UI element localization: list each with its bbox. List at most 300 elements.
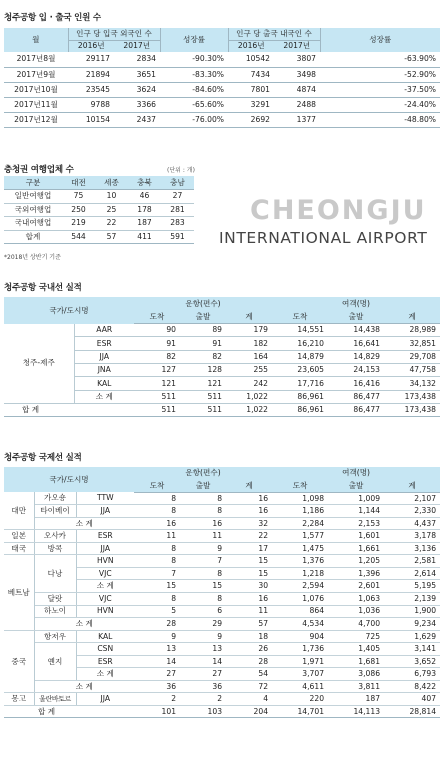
value-cell: 511 [180, 403, 226, 416]
value-cell: 89 [180, 324, 226, 337]
table2-title: 충청권 여행업체 수 [4, 165, 74, 175]
value-cell: 15 [180, 580, 226, 593]
subtotal-label: 소 계 [76, 580, 134, 593]
value-cell: 16 [134, 517, 180, 530]
value-cell: 1,900 [384, 605, 440, 618]
airline-code: HVN [76, 555, 134, 568]
table1-title: 청주공항 입 · 출국 인원 수 [4, 13, 101, 23]
value-cell: 121 [134, 377, 180, 390]
logo-cheongju: CHEONGJU [250, 195, 427, 226]
subtotal-label: 소 계 [76, 668, 134, 681]
value-cell: 11 [226, 605, 272, 618]
value-cell: 82 [134, 350, 180, 363]
grand-total-row [4, 705, 440, 718]
value-cell: 14 [180, 655, 226, 668]
value-cell: 4874 [274, 82, 320, 97]
value-cell: 1,736 [272, 643, 328, 656]
header-departure: 출발 [328, 310, 384, 323]
category-cell: 국내여행업 [4, 217, 62, 231]
total-label: 합 계 [4, 403, 134, 416]
value-cell: 407 [384, 693, 440, 706]
table-row [4, 555, 440, 568]
city-hanoi: 하노이 [34, 605, 76, 618]
value-cell: 3,136 [384, 542, 440, 555]
header-chungbuk: 충북 [128, 176, 161, 190]
header-passengers: 여객(명) [272, 297, 440, 310]
value-cell: 90 [134, 324, 180, 337]
value-cell: 36 [180, 680, 226, 693]
value-cell: 2437 [114, 112, 160, 127]
value-cell: 8 [134, 592, 180, 605]
airline-code: ESR [74, 337, 134, 350]
airline-code: VJC [76, 592, 134, 605]
value-cell: 22 [95, 217, 128, 231]
value-cell: 28 [226, 655, 272, 668]
value-cell: 57 [95, 230, 128, 244]
header-outbound-nationals: 인구 당 출국 내국인 수 [228, 28, 320, 40]
header-flights: 운항(편수) [134, 297, 272, 310]
value-cell: 3366 [114, 97, 160, 112]
value-cell: 7 [180, 555, 226, 568]
header-total: 계 [384, 310, 440, 323]
value-cell: 32 [226, 517, 272, 530]
growth-cell: -63.90% [320, 52, 440, 67]
month-cell: 2017년8월 [4, 52, 68, 67]
value-cell: 904 [272, 630, 328, 643]
value-cell: 24,153 [328, 363, 384, 376]
value-cell: 75 [62, 190, 95, 204]
value-cell: 27 [180, 668, 226, 681]
value-cell: 511 [134, 390, 180, 403]
country-vietnam: 베트남 [4, 555, 34, 630]
city-danang: 다낭 [34, 555, 76, 593]
value-cell: 2,153 [328, 517, 384, 530]
value-cell: 28,814 [384, 705, 440, 718]
value-cell: 23545 [68, 82, 114, 97]
value-cell: 1,218 [272, 567, 328, 580]
value-cell: 2,107 [384, 492, 440, 505]
table-row [4, 592, 440, 605]
growth-cell: -24.40% [320, 97, 440, 112]
value-cell: 10 [95, 190, 128, 204]
value-cell: 14,879 [272, 350, 328, 363]
month-cell: 2017년9월 [4, 67, 68, 82]
value-cell: 9 [134, 630, 180, 643]
value-cell: 14,551 [272, 324, 328, 337]
growth-cell: -90.30% [160, 52, 228, 67]
header-daejeon: 대전 [62, 176, 95, 190]
value-cell: 14,829 [328, 350, 384, 363]
value-cell: 29117 [68, 52, 114, 67]
subtotal-label: 소 계 [34, 618, 134, 631]
value-cell: 86,961 [272, 390, 328, 403]
value-cell: 3,141 [384, 643, 440, 656]
table-row [4, 82, 440, 97]
value-cell: 4,700 [328, 618, 384, 631]
airline-code: HVN [76, 605, 134, 618]
value-cell: 178 [128, 203, 161, 217]
value-cell: 1,475 [272, 542, 328, 555]
value-cell: 219 [62, 217, 95, 231]
value-cell: 187 [128, 217, 161, 231]
growth-cell: -52.90% [320, 67, 440, 82]
airline-code: CSN [76, 643, 134, 656]
value-cell: 16 [180, 517, 226, 530]
total-label: 합 계 [4, 705, 134, 718]
header-growth-2: 성장률 [320, 28, 440, 52]
value-cell: 16,641 [328, 337, 384, 350]
airline-code: JJA [74, 350, 134, 363]
table-row [4, 505, 440, 518]
value-cell: 182 [226, 337, 272, 350]
airline-code: ESR [76, 530, 134, 543]
airline-code: JJA [76, 505, 134, 518]
header-inbound-foreigners: 인구 당 입국 외국인 수 [68, 28, 160, 40]
value-cell: 1,396 [328, 567, 384, 580]
value-cell: 16,416 [328, 377, 384, 390]
value-cell: 13 [180, 643, 226, 656]
header-2016: 2016년 [68, 40, 114, 52]
value-cell: 121 [180, 377, 226, 390]
airline-code: JJA [76, 542, 134, 555]
header-passengers: 여객(명) [272, 467, 440, 480]
value-cell: 25 [95, 203, 128, 217]
value-cell: 1,036 [328, 605, 384, 618]
table4-title: 청주공항 국제선 실적 [4, 453, 82, 463]
travel-agency-table [4, 176, 194, 244]
value-cell: 11 [134, 530, 180, 543]
country-china: 중국 [4, 630, 34, 693]
value-cell: 411 [128, 230, 161, 244]
table-row [4, 112, 440, 127]
route-cell: 청주-제주 [4, 324, 74, 404]
value-cell: 3,811 [328, 680, 384, 693]
table-row [4, 643, 440, 656]
value-cell: 511 [180, 390, 226, 403]
airline-code: JJA [76, 693, 134, 706]
value-cell: 8 [180, 567, 226, 580]
value-cell: 13 [134, 643, 180, 656]
header-departure: 출발 [180, 480, 226, 493]
value-cell: 22 [226, 530, 272, 543]
value-cell: 15 [134, 580, 180, 593]
value-cell: 242 [226, 377, 272, 390]
value-cell: 2 [134, 693, 180, 706]
subtotal-label: 소 계 [74, 390, 134, 403]
value-cell: 3807 [274, 52, 320, 67]
value-cell: 91 [134, 337, 180, 350]
header-arrival: 도착 [272, 480, 328, 493]
value-cell: 2,139 [384, 592, 440, 605]
value-cell: 591 [161, 230, 194, 244]
value-cell: 8,422 [384, 680, 440, 693]
value-cell: 32,851 [384, 337, 440, 350]
value-cell: 82 [180, 350, 226, 363]
value-cell: 1,063 [328, 592, 384, 605]
table-row [4, 324, 440, 337]
value-cell: 15 [226, 555, 272, 568]
city-osaka: 오사카 [34, 530, 76, 543]
value-cell: 16 [226, 592, 272, 605]
value-cell: 29,708 [384, 350, 440, 363]
header-flights: 운항(편수) [134, 467, 272, 480]
value-cell: 86,477 [328, 390, 384, 403]
value-cell: 725 [328, 630, 384, 643]
value-cell: 1,186 [272, 505, 328, 518]
header-country-city: 국가/도시명 [4, 297, 134, 324]
value-cell: 4,437 [384, 517, 440, 530]
header-category: 구분 [4, 176, 62, 190]
value-cell: 91 [180, 337, 226, 350]
value-cell: 34,132 [384, 377, 440, 390]
value-cell: 46 [128, 190, 161, 204]
value-cell: 4,611 [272, 680, 328, 693]
table-row [4, 203, 194, 217]
value-cell: 14,701 [272, 705, 328, 718]
country-mongolia: 몽고 [4, 693, 34, 706]
domestic-flights-table [4, 297, 440, 417]
value-cell: 14,113 [328, 705, 384, 718]
header-total: 계 [384, 480, 440, 493]
value-cell: 2488 [274, 97, 320, 112]
value-cell: 9 [180, 630, 226, 643]
value-cell: 16 [226, 492, 272, 505]
value-cell: 28 [134, 618, 180, 631]
country-taiwan: 대만 [4, 492, 34, 530]
value-cell: 2 [180, 693, 226, 706]
value-cell: 1,577 [272, 530, 328, 543]
value-cell: 10542 [228, 52, 274, 67]
category-cell: 합계 [4, 230, 62, 244]
value-cell: 544 [62, 230, 95, 244]
value-cell: 2,601 [328, 580, 384, 593]
value-cell: 3291 [228, 97, 274, 112]
value-cell: 9 [180, 542, 226, 555]
value-cell: 1,405 [328, 643, 384, 656]
airline-code: KAL [74, 377, 134, 390]
value-cell: 3,178 [384, 530, 440, 543]
value-cell: 17,716 [272, 377, 328, 390]
header-growth-1: 성장률 [160, 28, 228, 52]
value-cell: 8 [180, 492, 226, 505]
value-cell: 3651 [114, 67, 160, 82]
value-cell: 9788 [68, 97, 114, 112]
value-cell: 26 [226, 643, 272, 656]
value-cell: 101 [134, 705, 180, 718]
value-cell: 1,376 [272, 555, 328, 568]
value-cell: 18 [226, 630, 272, 643]
value-cell: 2,581 [384, 555, 440, 568]
footnote: *2018년 상반기 기준 [4, 254, 61, 261]
city-dalat: 달랏 [34, 592, 76, 605]
airline-code: AAR [74, 324, 134, 337]
growth-cell: -76.00% [160, 112, 228, 127]
value-cell: 1,629 [384, 630, 440, 643]
city-ulaanbaatar: 울란바토르 [34, 693, 76, 706]
table-row [4, 97, 440, 112]
table-row [4, 67, 440, 82]
country-japan: 일본 [4, 530, 34, 543]
value-cell: 864 [272, 605, 328, 618]
month-cell: 2017년10월 [4, 82, 68, 97]
value-cell: 7 [134, 567, 180, 580]
unit-note: (단위 : 개) [167, 167, 195, 174]
value-cell: 164 [226, 350, 272, 363]
header-2017: 2017년 [114, 40, 160, 52]
value-cell: 1,022 [226, 403, 272, 416]
value-cell: 128 [180, 363, 226, 376]
header-arrival: 도착 [134, 480, 180, 493]
value-cell: 47,758 [384, 363, 440, 376]
table-row [4, 693, 440, 706]
growth-cell: -37.50% [320, 82, 440, 97]
city-kaohsiung: 가오숑 [34, 492, 76, 505]
value-cell: 3,707 [272, 668, 328, 681]
growth-cell: -65.60% [160, 97, 228, 112]
value-cell: 4,534 [272, 618, 328, 631]
value-cell: 2834 [114, 52, 160, 67]
header-departure: 출발 [328, 480, 384, 493]
subtotal-row [4, 517, 440, 530]
growth-cell: -83.30% [160, 67, 228, 82]
month-cell: 2017년11월 [4, 97, 68, 112]
subtotal-row [4, 618, 440, 631]
grand-total-row [4, 403, 440, 416]
value-cell: 103 [180, 705, 226, 718]
value-cell: 15 [226, 567, 272, 580]
value-cell: 1,076 [272, 592, 328, 605]
subtotal-row [4, 680, 440, 693]
city-bangkok: 방콕 [34, 542, 76, 555]
value-cell: 5 [134, 605, 180, 618]
growth-cell: -48.80% [320, 112, 440, 127]
value-cell: 4 [226, 693, 272, 706]
header-chungnam: 충남 [161, 176, 194, 190]
month-cell: 2017년12월 [4, 112, 68, 127]
value-cell: 23,605 [272, 363, 328, 376]
value-cell: 1,098 [272, 492, 328, 505]
value-cell: 255 [226, 363, 272, 376]
value-cell: 220 [272, 693, 328, 706]
header-arrival: 도착 [272, 310, 328, 323]
value-cell: 173,438 [384, 403, 440, 416]
value-cell: 72 [226, 680, 272, 693]
header-arrival: 도착 [134, 310, 180, 323]
value-cell: 283 [161, 217, 194, 231]
value-cell: 27 [161, 190, 194, 204]
value-cell: 16,210 [272, 337, 328, 350]
value-cell: 127 [134, 363, 180, 376]
value-cell: 1,601 [328, 530, 384, 543]
header-total: 계 [226, 310, 272, 323]
category-cell: 국외여행업 [4, 203, 62, 217]
value-cell: 1377 [274, 112, 320, 127]
value-cell: 187 [328, 693, 384, 706]
value-cell: 57 [226, 618, 272, 631]
value-cell: 3624 [114, 82, 160, 97]
value-cell: 2692 [228, 112, 274, 127]
city-taipei: 타이베이 [34, 505, 76, 518]
table-row [4, 190, 194, 204]
value-cell: 14,438 [328, 324, 384, 337]
header-month: 월 [4, 28, 68, 52]
table-row [4, 630, 440, 643]
value-cell: 17 [226, 542, 272, 555]
value-cell: 30 [226, 580, 272, 593]
value-cell: 8 [134, 505, 180, 518]
subtotal-label: 소 계 [34, 680, 134, 693]
table-row [4, 492, 440, 505]
growth-cell: -84.60% [160, 82, 228, 97]
value-cell: 8 [180, 505, 226, 518]
value-cell: 9,234 [384, 618, 440, 631]
value-cell: 173,438 [384, 390, 440, 403]
value-cell: 11 [180, 530, 226, 543]
value-cell: 1,971 [272, 655, 328, 668]
value-cell: 3498 [274, 67, 320, 82]
table-row [4, 605, 440, 618]
value-cell: 28,989 [384, 324, 440, 337]
inbound-outbound-table [4, 28, 440, 128]
table-row [4, 542, 440, 555]
value-cell: 179 [226, 324, 272, 337]
value-cell: 1,681 [328, 655, 384, 668]
value-cell: 1,661 [328, 542, 384, 555]
subtotal-label: 소 계 [34, 517, 134, 530]
value-cell: 2,614 [384, 567, 440, 580]
value-cell: 2,284 [272, 517, 328, 530]
value-cell: 6 [180, 605, 226, 618]
header-departure: 출발 [180, 310, 226, 323]
value-cell: 250 [62, 203, 95, 217]
value-cell: 2,330 [384, 505, 440, 518]
value-cell: 7434 [228, 67, 274, 82]
table-row [4, 530, 440, 543]
value-cell: 27 [134, 668, 180, 681]
value-cell: 281 [161, 203, 194, 217]
table-row [4, 52, 440, 67]
value-cell: 1,009 [328, 492, 384, 505]
value-cell: 3,652 [384, 655, 440, 668]
value-cell: 21894 [68, 67, 114, 82]
airline-code: TTW [76, 492, 134, 505]
value-cell: 7801 [228, 82, 274, 97]
value-cell: 3,086 [328, 668, 384, 681]
category-cell: 일반여행업 [4, 190, 62, 204]
value-cell: 8 [134, 555, 180, 568]
value-cell: 10154 [68, 112, 114, 127]
value-cell: 2,594 [272, 580, 328, 593]
value-cell: 8 [134, 492, 180, 505]
header-2017: 2017년 [274, 40, 320, 52]
value-cell: 1,022 [226, 390, 272, 403]
value-cell: 54 [226, 668, 272, 681]
table-row [4, 217, 194, 231]
value-cell: 86,477 [328, 403, 384, 416]
airline-code: ESR [76, 655, 134, 668]
airline-code: KAL [76, 630, 134, 643]
header-sejong: 세종 [95, 176, 128, 190]
header-total: 계 [226, 480, 272, 493]
airline-code: JNA [74, 363, 134, 376]
city-yanji: 옌지 [34, 643, 76, 681]
value-cell: 5,195 [384, 580, 440, 593]
value-cell: 511 [134, 403, 180, 416]
total-row [4, 230, 194, 244]
value-cell: 36 [134, 680, 180, 693]
header-2016: 2016년 [228, 40, 274, 52]
value-cell: 1,205 [328, 555, 384, 568]
